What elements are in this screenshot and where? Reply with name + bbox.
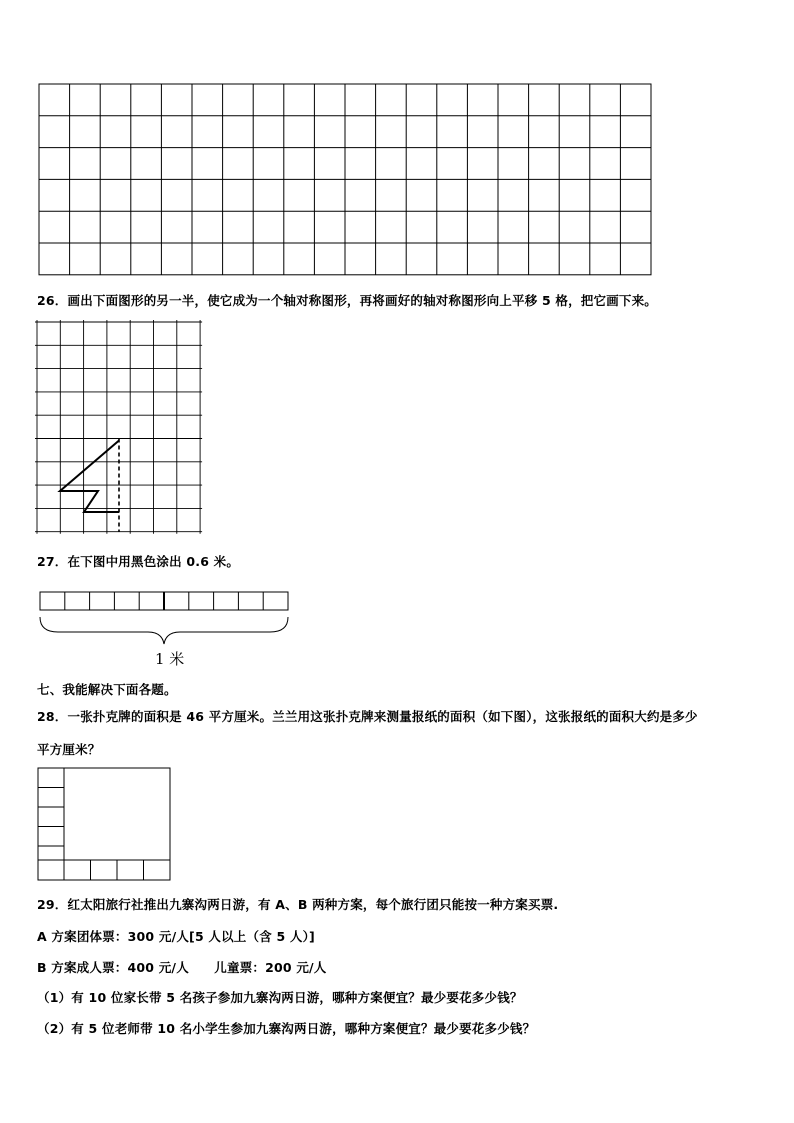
section-7-title: 七、我能解决下面各题。 (37, 682, 177, 697)
question-28-line-2: 平方厘米？ (37, 742, 101, 757)
plan-b-text: B 方案成人票：400 元/人 儿童票：200 元/人 (37, 960, 327, 975)
question-28-line-1: 28．一张扑克牌的面积是 46 平方厘米。兰兰用这张扑克牌来测量报纸的面积（如下图），这张报纸的面积大约是多少 (37, 709, 698, 724)
plan-a-text: A 方案团体票：300 元/人[5 人以上（含 5 人）] (37, 929, 315, 944)
subquestion-2-text: （2）有 5 位老师带 10 名小学生参加九寨沟两日游，哪种方案便宜？最少要花多少钱？ (37, 1021, 536, 1036)
question-26-text: 26．画出下面图形的另一半，使它成为一个轴对称图形，再将画好的轴对称图形向上平移 5 格，把它画下来。 (37, 293, 657, 308)
ruler-label: 1 米 (155, 650, 185, 668)
subquestion-1-text: （1）有 10 位家长带 5 名孩子参加九寨沟两日游，哪种方案便宜？最少要花多少钱？ (37, 990, 523, 1005)
newspaper-outline (38, 768, 170, 880)
question-27-text: 27．在下图中用黑色涂出 0.6 米。 (37, 554, 240, 569)
question-29-intro: 29．红太阳旅行社推出九寨沟两日游，有 A、B 两种方案，每个旅行团只能按一种方案买票. (37, 897, 559, 912)
